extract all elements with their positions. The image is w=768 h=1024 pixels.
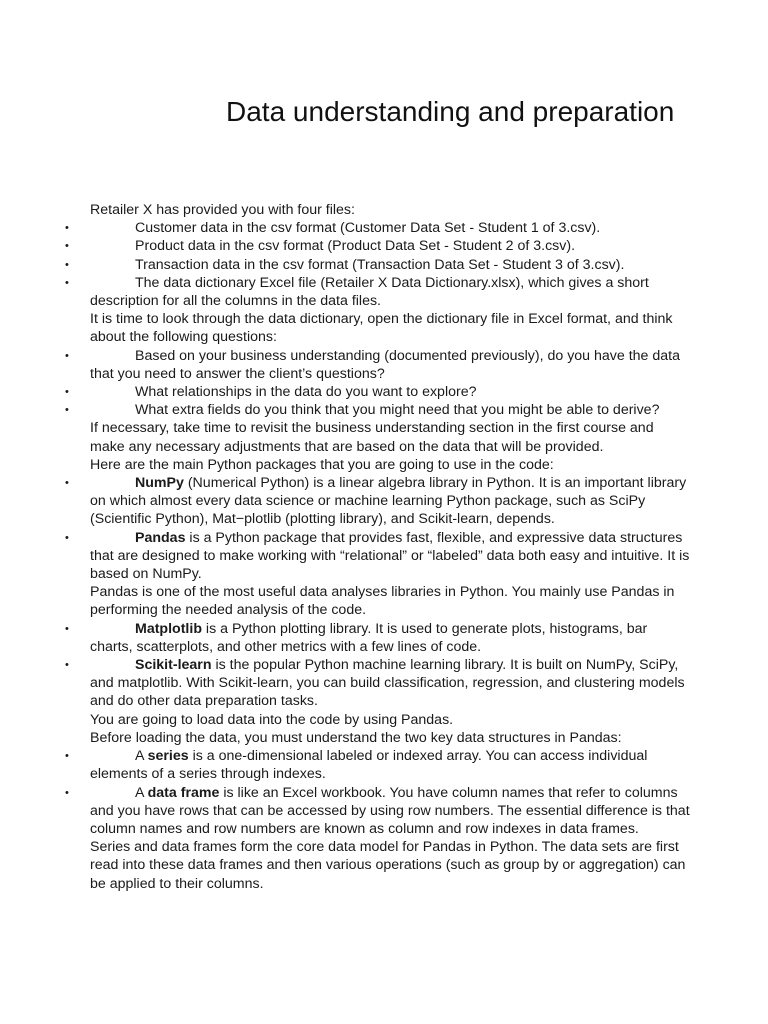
before-loading-paragraph: Before loading the data, you must understand the two key data structures in Pandas:: [90, 729, 622, 746]
bullet-icon: •: [65, 222, 69, 235]
bullet-icon: •: [65, 386, 69, 399]
bullet-icon: •: [65, 786, 69, 799]
load-paragraph: You are going to load data into the code by using Pandas.: [90, 711, 454, 728]
closing-paragraph: Series and data frames form the core data model for Pandas in Python. The data sets are first read into these data frames and then various operations (such as group by or aggregation) can be applied to their columns.: [90, 839, 686, 892]
question-list-item: • What relationships in the data do you want to explore?: [65, 384, 477, 401]
package-list-item-matplotlib: • Matplotlib is a Python plotting library. It is used to generate plots, histograms, bar charts, scatterplots, and other metrics with a few lines of code.: [65, 620, 648, 655]
package-list-item-pandas: • Pandas is a Python package that provides fast, flexible, and expressive data structures that are designed to make working with “relational” or “labeled” data both easy and intuitive. It is based on NumPy.: [65, 529, 690, 583]
intro-paragraph: Retailer X has provided you with four files:: [90, 202, 355, 218]
revisit-paragraph: If necessary, take time to revisit the business understanding section in the first course and make any necessary adjustments that are based on the data that will be provided.: [90, 420, 654, 455]
question-list-item: • Based on your business understanding (documented previously), do you have the data that you need to answer the client’s questions?: [65, 347, 680, 382]
bullet-icon: •: [65, 349, 69, 362]
package-term: Pandas: [135, 529, 186, 546]
dictionary-paragraph: It is time to look through the data dictionary, open the dictionary file in Excel format, and think about the following questions:: [90, 311, 673, 346]
bullet-icon: •: [65, 276, 69, 289]
file-list-item-dictionary: • The data dictionary Excel file (Retailer X Data Dictionary.xlsx), which gives a short description for all the columns in the data files.: [65, 274, 649, 310]
structure-term: data frame: [147, 784, 220, 801]
bullet-icon: •: [65, 258, 69, 271]
package-term: Scikit-learn: [135, 657, 212, 674]
bullet-icon: •: [65, 240, 69, 253]
package-list-item-numpy: • NumPy (Numerical Python) is a linear algebra library in Python. It is an important library on which almost every data science or machine learning Python package, such as SciPy (Scientific Python), Mat−plotlib (plotting library), and Scikit-learn, depends.: [65, 475, 687, 528]
structure-list-item-data-frame: • A data frame is like an Excel workbook. You have column names that refer to columns and you have rows that can be accessed by using row numbers. The essential difference is that column names and row numbers are known as column and row indexes in data frames.: [65, 784, 690, 837]
packages-intro-paragraph: Here are the main Python packages that you are going to use in the code:: [90, 456, 554, 473]
question-list-item: • What extra fields do you think that you might need that you might be able to derive?: [65, 402, 660, 419]
bullet-icon: •: [65, 404, 69, 417]
structure-term: series: [147, 748, 189, 765]
package-term: NumPy: [135, 475, 184, 492]
document-body: [65, 201, 690, 893]
package-term: Matplotlib: [135, 620, 202, 637]
bullet-icon: •: [65, 659, 69, 672]
bullet-icon: •: [65, 477, 69, 490]
document-title: Data understanding and preparation: [226, 96, 675, 127]
bullet-icon: •: [65, 750, 69, 763]
structure-list-item-series: • A series is a one-dimensional labeled or indexed array. You can access individual elements of a series through indexes.: [65, 748, 648, 783]
file-list-item-customer: • Customer data in the csv format (Customer Data Set - Student 1 of 3.csv).: [65, 220, 601, 237]
pandas-paragraph: Pandas is one of the most useful data analyses libraries in Python. You mainly use Pandas in performing the needed analysis of the code.: [90, 584, 675, 619]
file-list-item-transaction: • Transaction data in the csv format (Transaction Data Set - Student 3 of 3.csv).: [65, 256, 625, 273]
bullet-icon: •: [65, 531, 69, 544]
package-list-item-scikit-learn: • Scikit-learn is the popular Python machine learning library. It is built on NumPy, SciPy, and matplotlib. With Scikit-learn, you can build classification, regression, and clustering models and do other data preparation tasks.: [65, 657, 685, 710]
file-list-item-product: • Product data in the csv format (Product Data Set - Student 2 of 3.csv).: [65, 238, 576, 255]
bullet-icon: •: [65, 622, 69, 635]
